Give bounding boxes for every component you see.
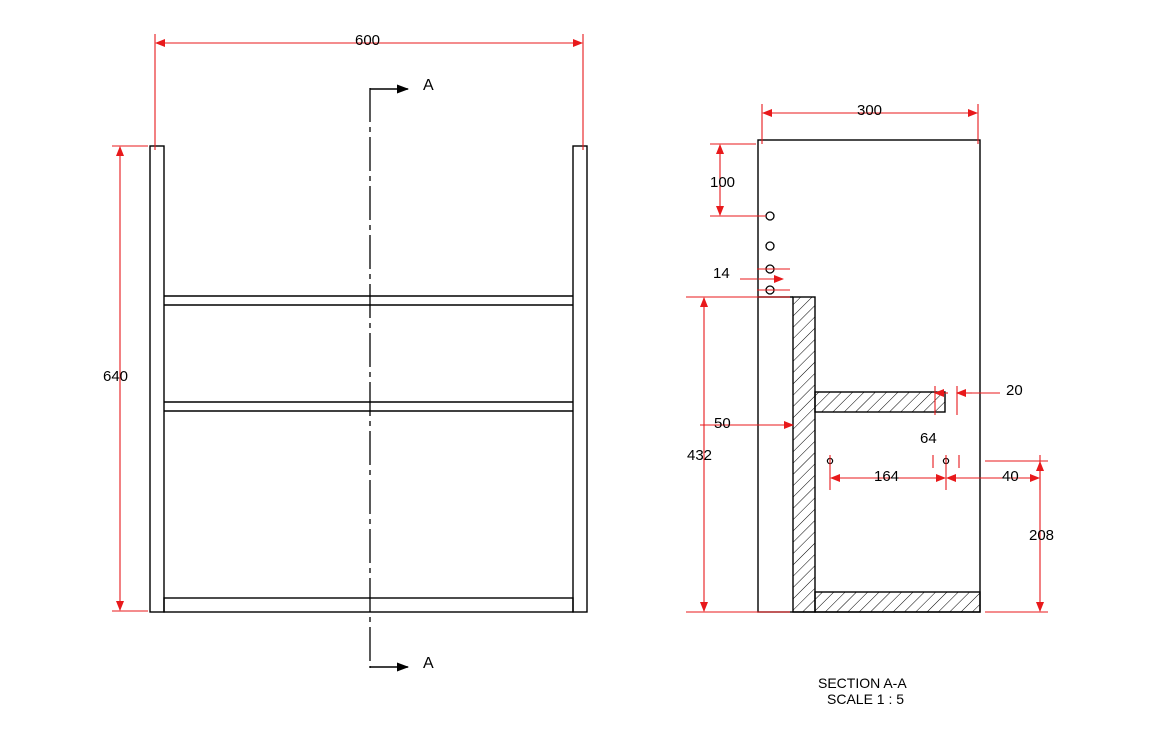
dimension-100: 100 — [710, 174, 736, 191]
dimension-64: 64 — [920, 430, 937, 447]
dimension-40: 40 — [1002, 468, 1019, 485]
dimension-208: 208 — [1029, 527, 1055, 544]
section-label-bottom: A — [423, 655, 434, 672]
section-label-top: A — [423, 77, 434, 94]
dimension-640: 640 — [103, 368, 129, 385]
dimension-14: 14 — [713, 265, 730, 282]
dimension-20: 20 — [1006, 382, 1023, 399]
section-title: SECTION A-A — [818, 675, 907, 691]
section-view-dimensions — [686, 104, 1048, 612]
dimension-50: 50 — [714, 415, 731, 432]
scale-label: SCALE 1 : 5 — [827, 691, 905, 707]
section-view-geometry — [758, 140, 980, 612]
dimension-432: 432 — [687, 447, 713, 464]
dimension-164: 164 — [874, 468, 900, 485]
dimension-300: 300 — [857, 102, 883, 119]
dimension-600: 600 — [355, 32, 381, 49]
front-view-dimensions — [112, 34, 583, 611]
front-view-geometry — [150, 146, 587, 612]
